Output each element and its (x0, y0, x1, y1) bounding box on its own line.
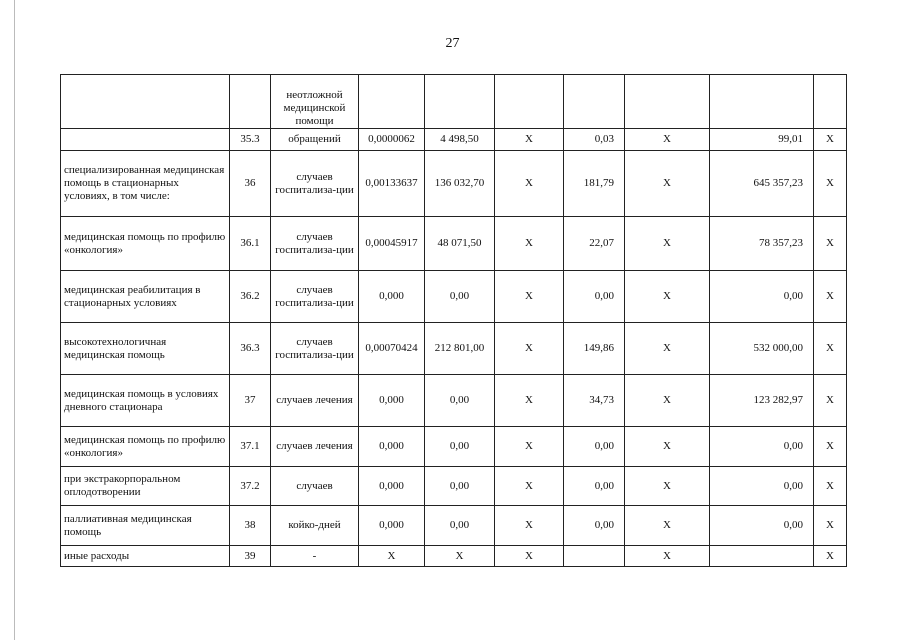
cell-coeff: 0,000 (359, 427, 425, 467)
table-row (61, 546, 847, 567)
cell-unit: случаев (271, 467, 359, 506)
cell-unit: случаев госпитализа-ции (271, 151, 359, 217)
cell-value: 0,00 (710, 427, 814, 467)
cell-unit: койко-дней (271, 506, 359, 546)
cell-x: Х (814, 375, 847, 427)
cell-value: 0,00 (564, 467, 625, 506)
cell-x: Х (495, 323, 564, 375)
cell-coeff: 0,00045917 (359, 217, 425, 271)
cell-coeff: 0,000 (359, 271, 425, 323)
cell-value: 22,07 (564, 217, 625, 271)
cell-name: медицинская реабилитация в стационарных условиях (61, 271, 230, 323)
cell-unit: случаев госпитализа-ции (271, 323, 359, 375)
cell-x: Х (814, 467, 847, 506)
cell-value: 0,00 (564, 427, 625, 467)
cell-cost: 0,00 (425, 467, 495, 506)
cell-name: медицинская помощь по профилю «онкология» (61, 427, 230, 467)
cell-cost: Х (425, 546, 495, 567)
cell-value: 99,01 (710, 129, 814, 151)
cell-coeff: 0,00133637 (359, 151, 425, 217)
cell-unit: обращений (271, 129, 359, 151)
cell-code: 36.1 (230, 217, 271, 271)
cell-code: 35.3 (230, 129, 271, 151)
cell-coeff: 0,000 (359, 375, 425, 427)
cell-value: 0,00 (564, 271, 625, 323)
cell-cost: 0,00 (425, 271, 495, 323)
cell-x: Х (495, 151, 564, 217)
cell-value: 78 357,23 (710, 217, 814, 271)
cell-coeff: Х (359, 546, 425, 567)
cell-x: Х (625, 129, 710, 151)
data-table (60, 74, 847, 567)
cell-x: Х (625, 546, 710, 567)
table-row (61, 375, 847, 427)
table-row (61, 323, 847, 375)
cell-unit: случаев госпитализа-ции (271, 217, 359, 271)
cell-code: 36 (230, 151, 271, 217)
cell-value: 645 357,23 (710, 151, 814, 217)
cell-name: высокотехнологичная медицинская помощь (61, 323, 230, 375)
table-row (61, 506, 847, 546)
cell-x: Х (625, 427, 710, 467)
cell-x: Х (495, 506, 564, 546)
cell-x: Х (625, 151, 710, 217)
cell-value (710, 546, 814, 567)
table-row (61, 217, 847, 271)
cell-coeff: 0,0000062 (359, 129, 425, 151)
cell-unit: неотложной медицинской помощи (271, 75, 359, 129)
cell-x: Х (625, 323, 710, 375)
cell-value: 532 000,00 (710, 323, 814, 375)
cell-x: Х (495, 271, 564, 323)
cell-name (61, 75, 230, 129)
cell-name: иные расходы (61, 546, 230, 567)
cell-code: 37.1 (230, 427, 271, 467)
cell-empty (359, 75, 425, 129)
cell-x: Х (814, 151, 847, 217)
cell-name: специализированная медицинская помощь в стационарных условиях, в том числе: (61, 151, 230, 217)
cell-cost: 48 071,50 (425, 217, 495, 271)
cell-empty (425, 75, 495, 129)
cell-empty (625, 75, 710, 129)
cell-value: 0,00 (710, 467, 814, 506)
cell-cost: 0,00 (425, 427, 495, 467)
cell-code: 39 (230, 546, 271, 567)
cell-x: Х (814, 506, 847, 546)
cell-coeff: 0,00070424 (359, 323, 425, 375)
cell-code: 38 (230, 506, 271, 546)
cell-unit: случаев лечения (271, 427, 359, 467)
cell-value: 0,00 (710, 271, 814, 323)
cell-code: 37 (230, 375, 271, 427)
cell-value: 34,73 (564, 375, 625, 427)
cell-x: Х (625, 375, 710, 427)
cell-value: 123 282,97 (710, 375, 814, 427)
cell-x: Х (814, 217, 847, 271)
cell-unit: случаев госпитализа-ции (271, 271, 359, 323)
cell-name: медицинская помощь по профилю «онкология» (61, 217, 230, 271)
cell-value: 0,00 (710, 506, 814, 546)
cell-name: паллиативная медицинская помощь (61, 506, 230, 546)
cell-cost: 136 032,70 (425, 151, 495, 217)
cell-x: Х (625, 271, 710, 323)
cell-cost: 4 498,50 (425, 129, 495, 151)
cell-x: Х (814, 546, 847, 567)
page-number: 27 (445, 36, 460, 51)
cell-cost: 0,00 (425, 375, 495, 427)
cell-value (564, 546, 625, 567)
cell-value: 181,79 (564, 151, 625, 217)
cell-x: Х (814, 129, 847, 151)
cell-x: Х (814, 427, 847, 467)
cell-cost: 0,00 (425, 506, 495, 546)
cell-unit: случаев лечения (271, 375, 359, 427)
cell-empty (814, 75, 847, 129)
cell-unit: - (271, 546, 359, 567)
cell-name (61, 129, 230, 151)
table-row (61, 151, 847, 217)
cell-x: Х (814, 271, 847, 323)
cell-x: Х (495, 217, 564, 271)
cell-value: 149,86 (564, 323, 625, 375)
cell-x: Х (495, 375, 564, 427)
cell-code: 37.2 (230, 467, 271, 506)
table-row (61, 75, 847, 129)
cell-coeff: 0,000 (359, 467, 425, 506)
cell-coeff: 0,000 (359, 506, 425, 546)
cell-cost: 212 801,00 (425, 323, 495, 375)
cell-x: Х (814, 323, 847, 375)
cell-name: медицинская помощь в условиях дневного стационара (61, 375, 230, 427)
table-row (61, 467, 847, 506)
cell-x: Х (495, 129, 564, 151)
cell-code: 36.2 (230, 271, 271, 323)
cell-x: Х (495, 467, 564, 506)
cell-code (230, 75, 271, 129)
table-row (61, 427, 847, 467)
cell-empty (495, 75, 564, 129)
cell-x: Х (495, 427, 564, 467)
cell-empty (710, 75, 814, 129)
cell-x: Х (625, 217, 710, 271)
cell-code: 36.3 (230, 323, 271, 375)
page-edge (14, 0, 15, 640)
cell-value: 0,00 (564, 506, 625, 546)
table-row (61, 271, 847, 323)
cell-x: Х (495, 546, 564, 567)
table-row (61, 129, 847, 151)
cell-empty (564, 75, 625, 129)
cell-x: Х (625, 467, 710, 506)
cell-name: при экстракорпоральном оплодотворении (61, 467, 230, 506)
cell-x: Х (625, 506, 710, 546)
cell-value: 0,03 (564, 129, 625, 151)
